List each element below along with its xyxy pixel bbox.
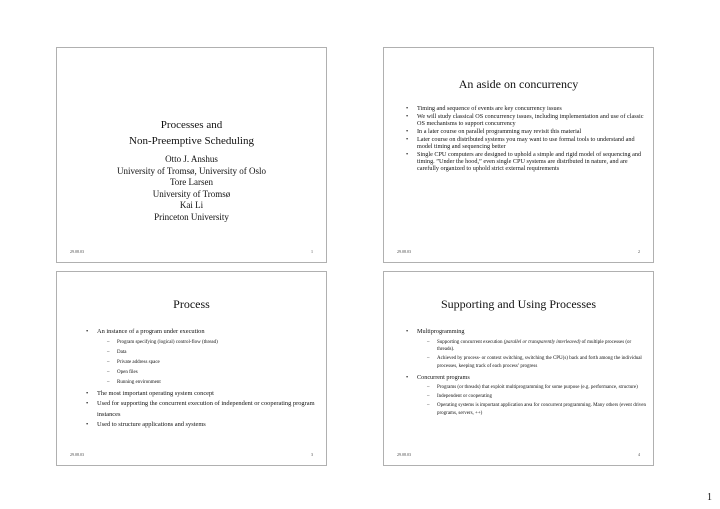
bullet-list xyxy=(406,105,644,173)
slide-number: 2 xyxy=(638,249,640,254)
sub-bullet-item: – Program specifying (logical) control-flow (thread) xyxy=(107,338,321,348)
bullet-list xyxy=(406,327,646,420)
slide-4-title: Supporting and Using Processes xyxy=(441,297,596,311)
slide-date: 29.08.03 xyxy=(70,452,84,457)
slide-2 xyxy=(383,47,654,263)
bullet-item: • In a later course on parallel programming may revisit this material xyxy=(406,128,644,135)
slide-date: 29.08.03 xyxy=(70,249,84,254)
sub-bullet-item: – Data xyxy=(107,348,321,358)
bullet-item xyxy=(86,327,321,389)
sub-bullet-item: – Supporting concurrent execution (parallel or transparently interleaved) of multiple processes (or threads). xyxy=(427,339,646,355)
bullet-item: • Later course on distributed systems you may want to use formal tools to understand and model timing and sequencing better xyxy=(406,136,644,150)
bullet-item: • Single CPU computers are designed to uphold a simple and rigid model of sequencing and timing. ”Under the hood,” even single CPU systems are distributed in nature, and are carefully organized to uphold strict external requirements xyxy=(406,151,644,173)
bullet-item: • Timing and sequence of events are key concurrency issues xyxy=(406,105,644,112)
slide-title-line: Processes and xyxy=(160,119,223,131)
sub-bullet-item: – Operating systems is important application area for concurrent programming. Many others (event driven programs, servers, ++) xyxy=(427,402,646,418)
slide-3-title: Process xyxy=(173,297,210,311)
sub-bullet-list xyxy=(417,384,646,418)
bullet-item: • We will study classical OS concurrency issues, including implementation and use of classic OS mechanisms to support concurrency xyxy=(406,113,644,127)
slide-3 xyxy=(56,271,327,466)
slide-number: 4 xyxy=(638,452,640,457)
bullet-item xyxy=(406,373,646,418)
sub-bullet-item: – Open files xyxy=(107,368,321,378)
sub-bullet-item: – Programs (or threads) that exploit multiprogramming for some purpose (e.g. performance, structure) xyxy=(427,384,646,392)
author-name: Tore Larsen xyxy=(169,177,214,187)
sub-bullet-item: – Running environment xyxy=(107,378,321,388)
slide-title-line: Non-Preemptive Scheduling xyxy=(129,135,254,147)
page-number: 1 xyxy=(707,492,712,503)
author-name: Otto J. Anshus xyxy=(165,154,218,164)
bullet-item: • Used to structure applications and systems xyxy=(86,420,321,431)
bullet-item: • Used for supporting the concurrent execution of independent or cooperating program instances xyxy=(86,399,321,420)
slide-2-title: An aside on concurrency xyxy=(458,77,579,91)
sub-bullet-list xyxy=(417,339,646,371)
slide-number: 3 xyxy=(311,452,313,457)
author-affiliation: Princeton University xyxy=(154,211,229,222)
slide-1-authors xyxy=(57,154,326,223)
bullet-text: An instance of a program under execution xyxy=(97,328,205,335)
author-affiliation: University of Tromsø, University of Oslo xyxy=(116,165,266,176)
slide-date: 29.08.03 xyxy=(397,249,411,254)
slide-4 xyxy=(383,271,654,466)
sub-bullet-list xyxy=(97,338,321,389)
slide-1-title xyxy=(57,117,326,149)
bullet-item: • The most important operating system concept xyxy=(86,389,321,400)
author-name: Kai Li xyxy=(179,200,204,210)
slide-date: 29.08.03 xyxy=(397,452,411,457)
bullet-text: Multiprogramming xyxy=(417,328,465,335)
author-affiliation: University of Tromsø xyxy=(152,188,231,199)
bullet-list xyxy=(86,327,321,431)
sub-bullet-item: – Achieved by process- or context switching, switching the CPU(s) back and forth among the individual processes, keeping track of each process’ progress xyxy=(427,355,646,371)
bullet-text: Concurrent programs xyxy=(417,373,470,381)
slide-number: 1 xyxy=(311,249,313,254)
sub-bullet-item: – Independent or cooperating xyxy=(427,393,646,401)
sub-bullet-item: – Private address space xyxy=(107,358,321,368)
bullet-item xyxy=(406,327,646,371)
slide-1 xyxy=(56,47,327,263)
